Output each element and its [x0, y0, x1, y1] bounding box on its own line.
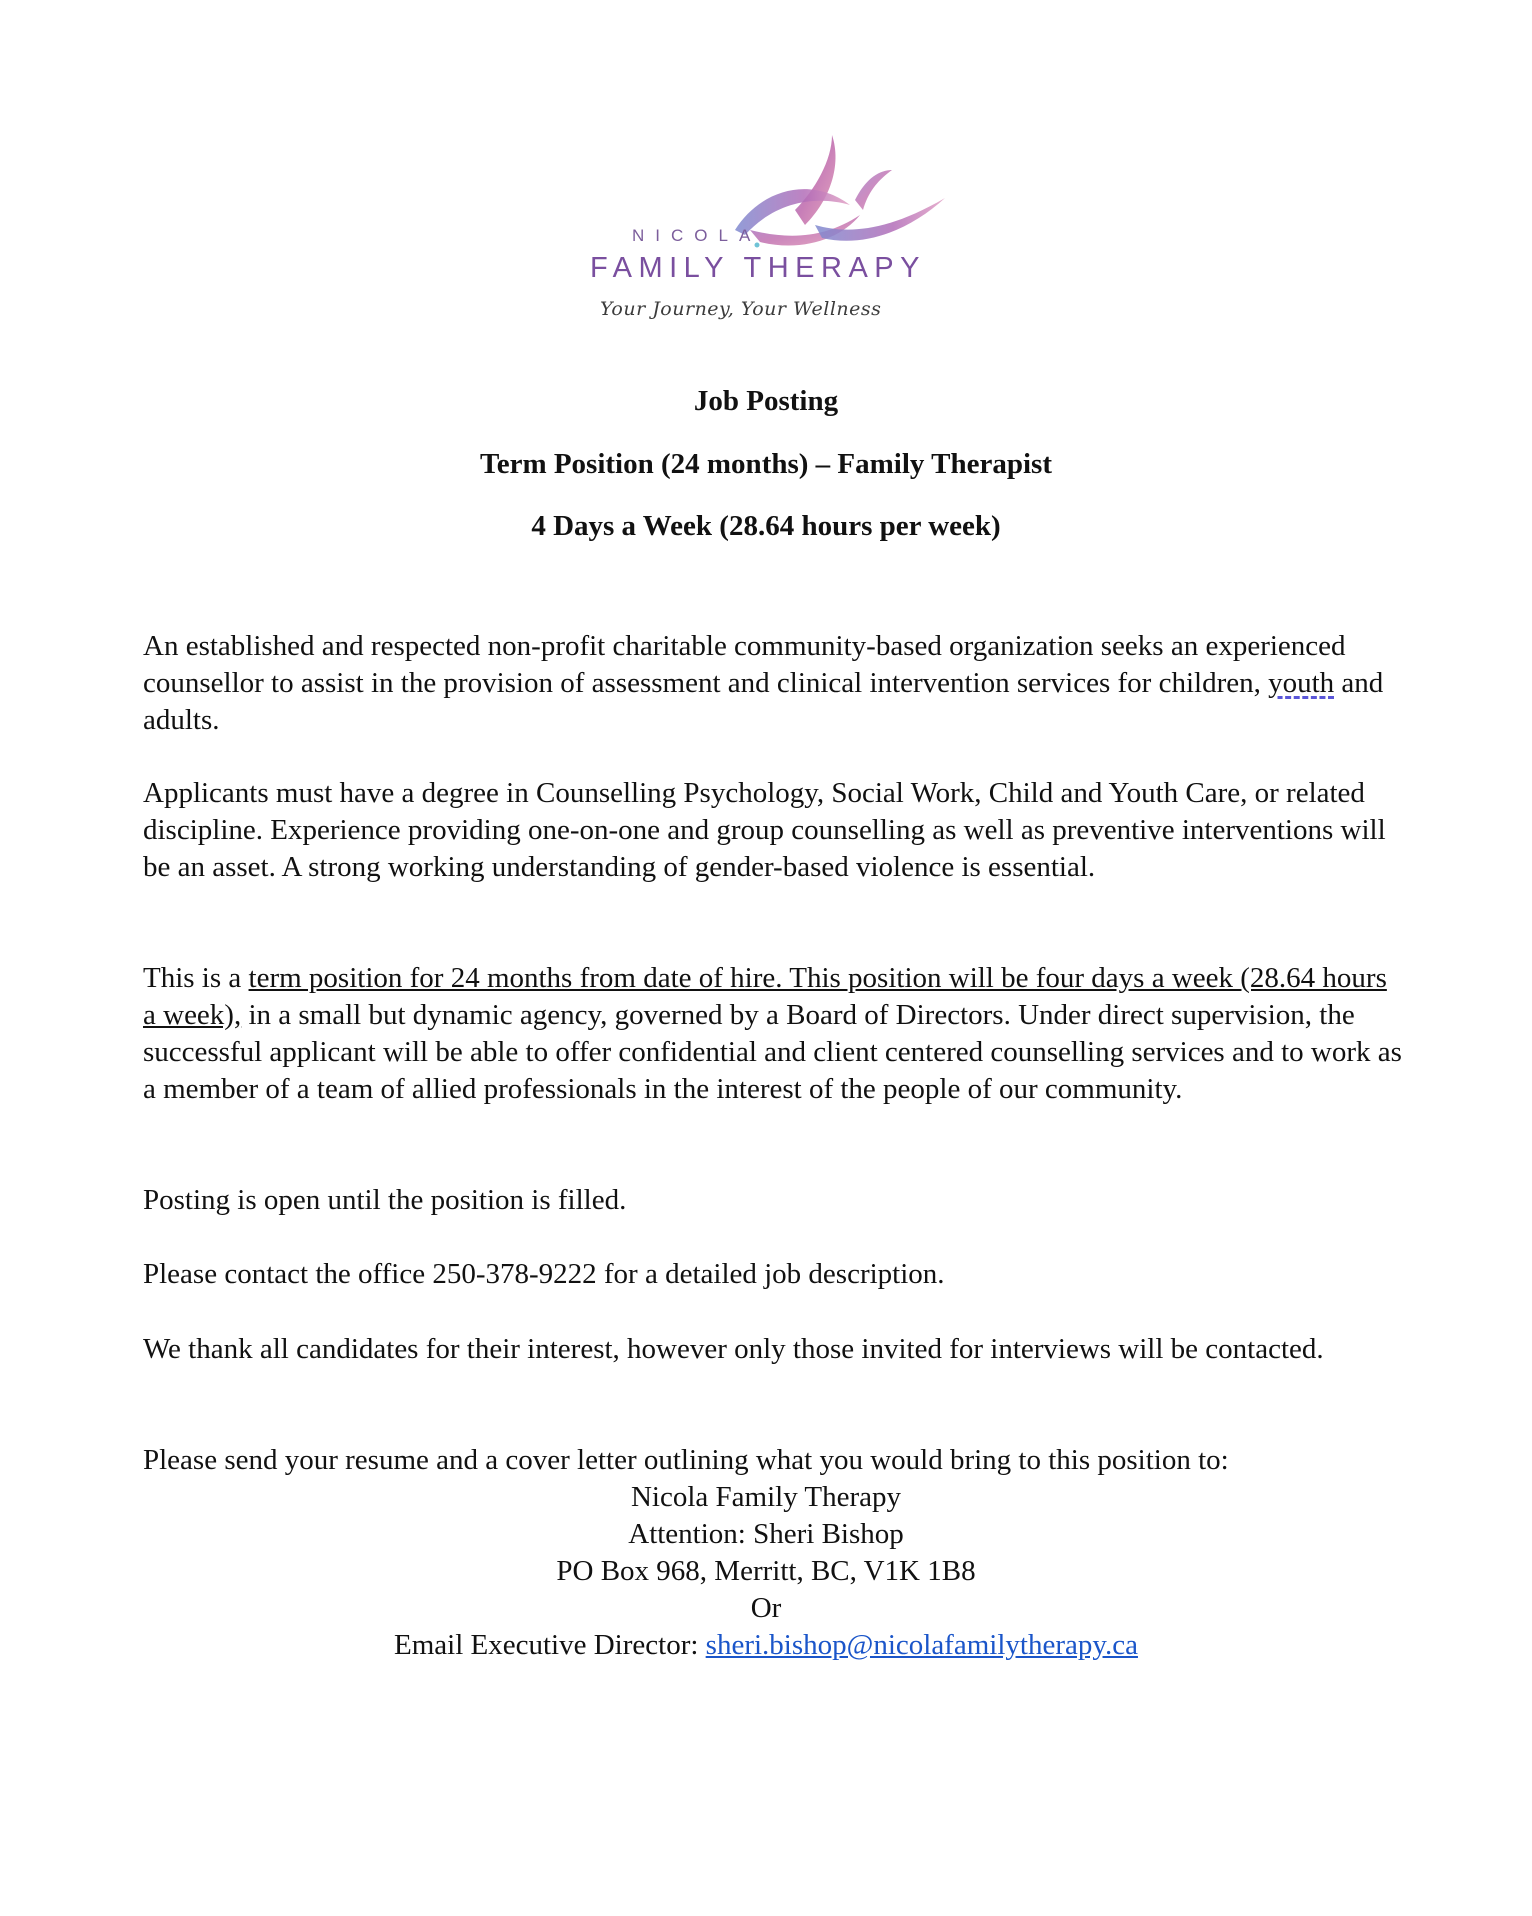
thank-you-paragraph: We thank all candidates for their interest, however only those invited for interviews will be contacted.: [143, 1333, 1324, 1365]
email-line: [0, 1627, 1532, 1664]
logo-word-nicola: NICOLA: [632, 226, 762, 245]
document-title: Job Posting: [693, 385, 839, 417]
send-resume-text: Please send your resume and a cover letter outlining what you would bring to this position to:: [143, 1444, 1229, 1476]
intro-text-start: An established and respected non-profit charitable community-based organization seeks an experienced counsellor to assist in the provision of assessment and clinical intervention services for children,: [143, 630, 1346, 699]
address-block: [0, 1479, 1532, 1664]
position-heading: Term Position (24 months) – Family Therapist: [480, 448, 1052, 480]
address-attention: Attention: Sheri Bishop: [628, 1518, 904, 1550]
contact-office-text: Please contact the office 250-378-9222 for a detailed job description.: [143, 1258, 945, 1290]
term-underlined-text: term position for 24 months from date of hire. This position will be four days a week (28.64 hours a week),: [143, 962, 1387, 1031]
address-org: Nicola Family Therapy: [630, 1481, 902, 1513]
intro-text-end: and adults.: [143, 667, 1384, 736]
spellcheck-flagged-word: youth: [1268, 667, 1335, 699]
organization-logo: [560, 130, 980, 330]
address-po-box: PO Box 968, Merritt, BC, V1K 1B8: [556, 1555, 976, 1587]
intro-paragraph: [143, 628, 1403, 739]
details-text-start: This is a: [143, 962, 249, 994]
logo-word-family-therapy: FAMILY THERAPY: [590, 252, 926, 284]
email-label: Email Executive Director:: [394, 1629, 706, 1661]
schedule-heading: 4 Days a Week (28.64 hours per week): [531, 510, 1001, 542]
logo-tagline: Your Journey, Your Wellness: [600, 298, 882, 320]
position-details-paragraph: [143, 960, 1403, 1108]
requirements-paragraph: Applicants must have a degree in Counselling Psychology, Social Work, Child and Youth Care, or related discipline. Experience providing one-on-one and group counselling as well as preventive interventions will be an asset. A strong working understanding of gender-based violence is essential.: [143, 777, 1386, 883]
address-or: Or: [750, 1592, 782, 1624]
details-text-end: in a small but dynamic agency, governed by a Board of Directors. Under direct supervision, the successful applicant will be able to offer confidential and client centered counselling services and to work as a member of a team of allied professionals in the interest of the people of our community.: [143, 999, 1402, 1105]
email-link[interactable]: sheri.bishop@nicolafamilytherapy.ca: [705, 1629, 1138, 1661]
posting-open-text: Posting is open until the position is filled.: [143, 1184, 627, 1216]
